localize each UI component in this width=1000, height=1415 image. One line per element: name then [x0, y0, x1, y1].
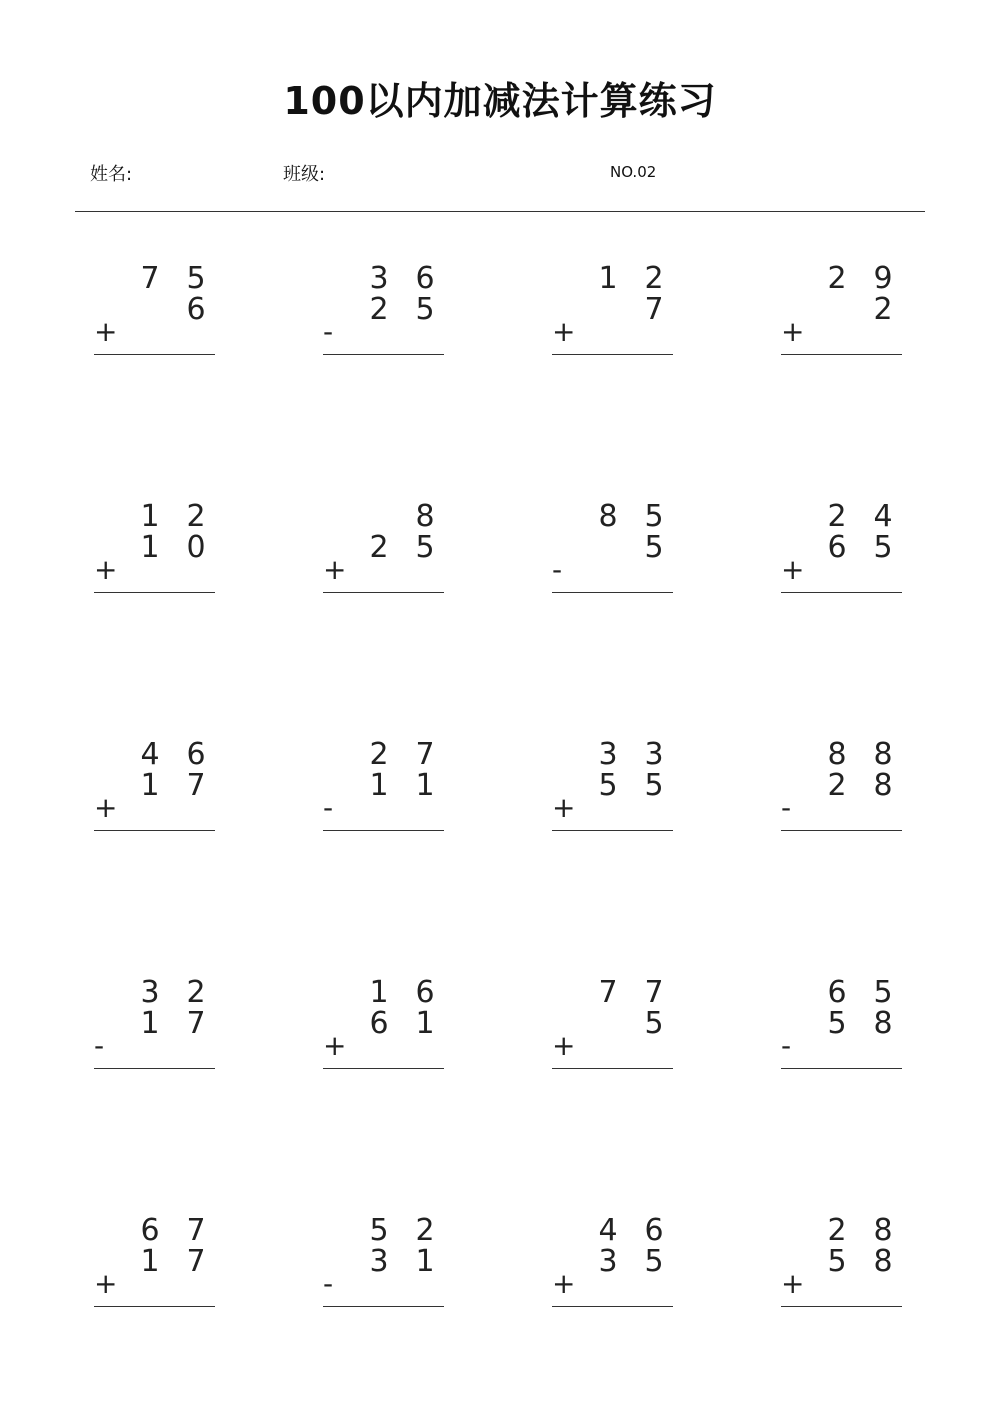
minus-sign: -	[552, 553, 563, 586]
top-digit: 7	[186, 1213, 206, 1248]
top-digit: 8	[598, 499, 618, 534]
minus-sign: -	[781, 1029, 792, 1062]
top-digit: 4	[140, 737, 160, 772]
bottom-digit: 5	[644, 1006, 664, 1041]
problem-8	[781, 500, 911, 610]
top-digit: 6	[644, 1213, 664, 1248]
minus-sign: -	[781, 791, 792, 824]
top-digit: 8	[827, 737, 847, 772]
top-digit: 1	[369, 975, 389, 1010]
bottom-digit: 2	[873, 292, 893, 327]
top-digit: 6	[415, 261, 435, 296]
answer-line	[552, 354, 673, 355]
top-digit: 4	[873, 499, 893, 534]
answer-line	[94, 592, 215, 593]
bottom-digit: 5	[873, 530, 893, 565]
plus-sign: +	[552, 791, 576, 824]
problem-17	[94, 1214, 224, 1324]
top-digit: 6	[827, 975, 847, 1010]
top-digit: 5	[369, 1213, 389, 1248]
bottom-digit: 5	[644, 1244, 664, 1279]
plus-sign: +	[552, 1267, 576, 1300]
plus-sign: +	[552, 315, 576, 348]
top-digit: 3	[140, 975, 160, 1010]
bottom-digit: 1	[415, 1244, 435, 1279]
plus-sign: +	[781, 315, 805, 348]
top-digit: 4	[598, 1213, 618, 1248]
answer-line	[781, 592, 902, 593]
bottom-digit: 5	[644, 530, 664, 565]
top-digit: 6	[415, 975, 435, 1010]
answer-line	[323, 354, 444, 355]
bottom-digit: 1	[415, 768, 435, 803]
top-digit: 3	[598, 737, 618, 772]
bottom-digit: 1	[369, 768, 389, 803]
plus-sign: +	[552, 1029, 576, 1062]
top-digit: 8	[873, 1213, 893, 1248]
bottom-digit: 7	[644, 292, 664, 327]
bottom-digit: 8	[873, 768, 893, 803]
top-digit: 6	[186, 737, 206, 772]
plus-sign: +	[781, 553, 805, 586]
top-digit: 8	[415, 499, 435, 534]
problem-13	[94, 976, 224, 1086]
top-digit: 3	[644, 737, 664, 772]
top-digit: 2	[369, 737, 389, 772]
problem-19	[552, 1214, 682, 1324]
top-digit: 2	[186, 975, 206, 1010]
bottom-digit: 1	[140, 1006, 160, 1041]
bottom-digit: 7	[186, 1006, 206, 1041]
answer-line	[323, 1306, 444, 1307]
top-digit: 5	[873, 975, 893, 1010]
problem-5	[94, 500, 224, 610]
answer-line	[94, 830, 215, 831]
top-digit: 2	[644, 261, 664, 296]
answer-line	[552, 1306, 673, 1307]
bottom-digit: 5	[644, 768, 664, 803]
minus-sign: -	[94, 1029, 105, 1062]
bottom-digit: 1	[140, 768, 160, 803]
bottom-digit: 6	[369, 1006, 389, 1041]
answer-line	[552, 830, 673, 831]
page-title: 100以内加减法计算练习	[283, 79, 717, 123]
bottom-digit: 5	[827, 1244, 847, 1279]
bottom-digit: 5	[827, 1006, 847, 1041]
top-digit: 8	[873, 737, 893, 772]
answer-line	[323, 592, 444, 593]
answer-line	[781, 830, 902, 831]
problem-1	[94, 262, 224, 372]
problem-11	[552, 738, 682, 848]
problem-9	[94, 738, 224, 848]
problem-3	[552, 262, 682, 372]
problem-12	[781, 738, 911, 848]
top-digit: 7	[598, 975, 618, 1010]
bottom-digit: 3	[598, 1244, 618, 1279]
bottom-digit: 2	[369, 292, 389, 327]
problem-14	[323, 976, 453, 1086]
bottom-digit: 5	[415, 292, 435, 327]
plus-sign: +	[323, 553, 347, 586]
top-digit: 7	[644, 975, 664, 1010]
top-digit: 9	[873, 261, 893, 296]
problem-7	[552, 500, 682, 610]
plus-sign: +	[94, 791, 118, 824]
answer-line	[323, 1068, 444, 1069]
top-digit: 5	[644, 499, 664, 534]
top-digit: 5	[186, 261, 206, 296]
problem-20	[781, 1214, 911, 1324]
answer-line	[781, 354, 902, 355]
top-digit: 2	[186, 499, 206, 534]
bottom-digit: 5	[598, 768, 618, 803]
minus-sign: -	[323, 791, 334, 824]
bottom-digit: 2	[369, 530, 389, 565]
problem-18	[323, 1214, 453, 1324]
bottom-digit: 1	[415, 1006, 435, 1041]
bottom-digit: 2	[827, 768, 847, 803]
bottom-digit: 0	[186, 530, 206, 565]
top-digit: 1	[140, 499, 160, 534]
problem-4	[781, 262, 911, 372]
bottom-digit: 6	[827, 530, 847, 565]
plus-sign: +	[94, 553, 118, 586]
bottom-digit: 8	[873, 1006, 893, 1041]
problem-2	[323, 262, 453, 372]
plus-sign: +	[781, 1267, 805, 1300]
bottom-digit: 7	[186, 1244, 206, 1279]
header-divider	[75, 211, 925, 212]
top-digit: 7	[415, 737, 435, 772]
top-digit: 2	[415, 1213, 435, 1248]
bottom-digit: 6	[186, 292, 206, 327]
plus-sign: +	[323, 1029, 347, 1062]
answer-line	[94, 1068, 215, 1069]
answer-line	[552, 1068, 673, 1069]
bottom-digit: 7	[186, 768, 206, 803]
problem-16	[781, 976, 911, 1086]
bottom-digit: 1	[140, 530, 160, 565]
top-digit: 2	[827, 1213, 847, 1248]
answer-line	[781, 1068, 902, 1069]
bottom-digit: 8	[873, 1244, 893, 1279]
sheet-number: NO.02	[610, 163, 657, 181]
plus-sign: +	[94, 315, 118, 348]
top-digit: 1	[598, 261, 618, 296]
top-digit: 2	[827, 499, 847, 534]
top-digit: 6	[140, 1213, 160, 1248]
top-digit: 3	[369, 261, 389, 296]
problem-15	[552, 976, 682, 1086]
problem-6	[323, 500, 453, 610]
answer-line	[552, 592, 673, 593]
answer-line	[94, 1306, 215, 1307]
top-digit: 7	[140, 261, 160, 296]
name-label: 姓名:	[90, 164, 133, 185]
bottom-digit: 5	[415, 530, 435, 565]
minus-sign: -	[323, 315, 334, 348]
answer-line	[94, 354, 215, 355]
answer-line	[781, 1306, 902, 1307]
minus-sign: -	[323, 1267, 334, 1300]
bottom-digit: 3	[369, 1244, 389, 1279]
answer-line	[323, 830, 444, 831]
problem-10	[323, 738, 453, 848]
top-digit: 2	[827, 261, 847, 296]
class-label: 班级:	[283, 164, 326, 185]
bottom-digit: 1	[140, 1244, 160, 1279]
plus-sign: +	[94, 1267, 118, 1300]
